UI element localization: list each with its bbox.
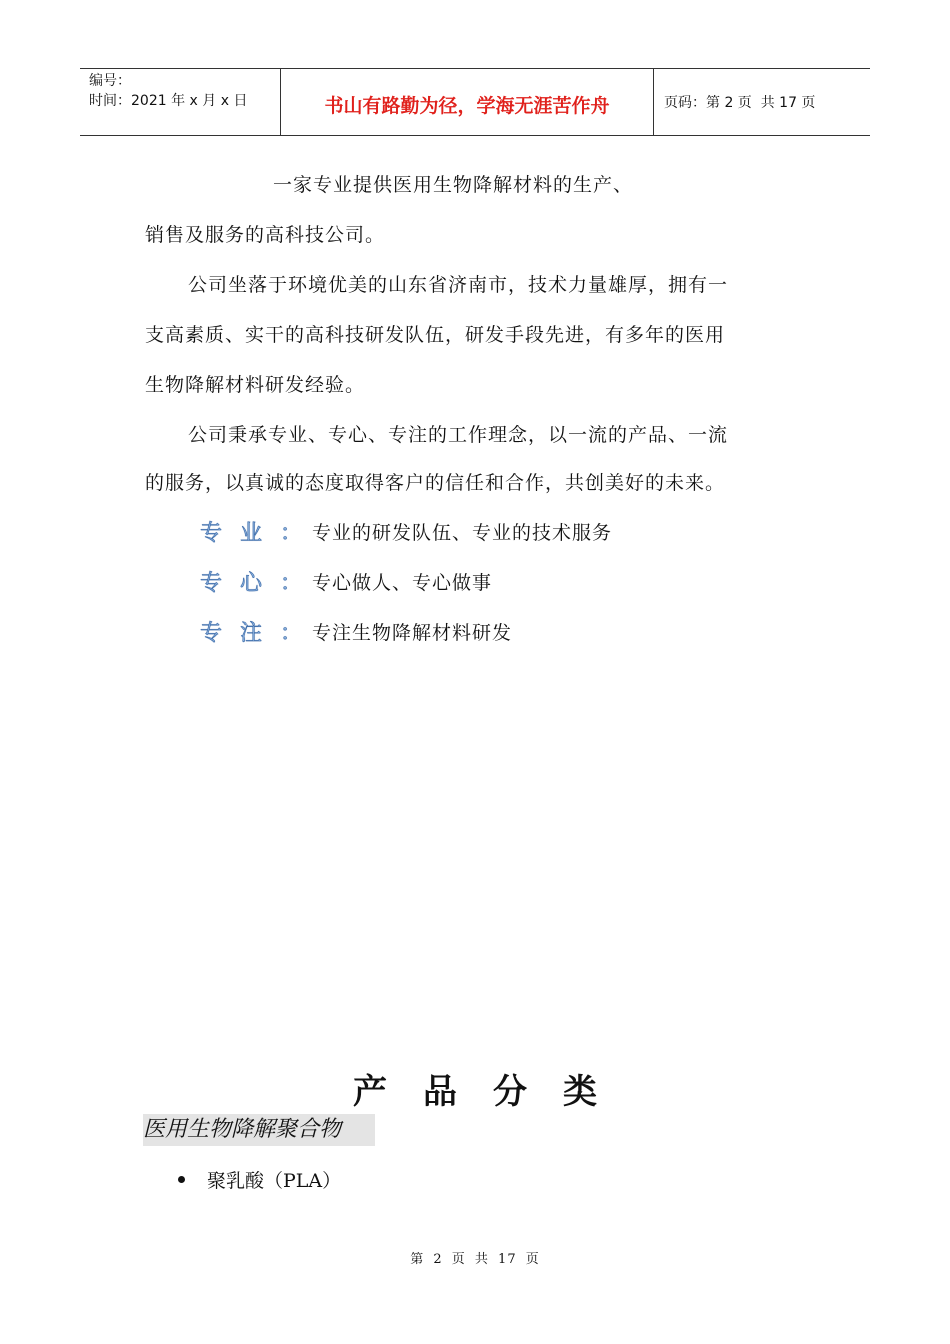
paragraph-line-4: 支高素质、实干的高科技研发队伍，研发手段先进，有多年的医用 — [145, 324, 726, 346]
bullet-icon — [178, 1176, 185, 1183]
subheading-biodegradable-polymers: 医用生物降解聚合物 — [143, 1114, 375, 1146]
header-page-info: 页码：第 2 页 共 17 页 — [664, 95, 816, 111]
motto-row-dedicated — [200, 566, 492, 597]
motto-label-professional: 专业： — [200, 521, 321, 546]
motto-label-focused: 专注： — [200, 621, 321, 646]
paragraph-line-2: 销售及服务的高科技公司。 — [145, 224, 386, 246]
paragraph-line-5: 生物降解材料研发经验。 — [145, 374, 366, 396]
motto-row-professional — [200, 516, 612, 547]
header-meta-cell — [80, 69, 281, 135]
header-number-label: 编号： — [89, 73, 131, 89]
motto-row-focused — [200, 616, 512, 647]
header-motto-cell — [281, 69, 654, 135]
header-motto: 书山有路勤为径，学海无涯苦作舟 — [324, 94, 610, 117]
section-title: 产品分类 — [353, 1072, 633, 1112]
motto-text-professional: 专业的研发队伍、专业的技术服务 — [312, 522, 613, 544]
paragraph-line-1: 一家专业提供医用生物降解材料的生产、 — [273, 174, 634, 196]
motto-label-dedicated: 专心： — [200, 571, 321, 596]
paragraph-line-7: 的服务，以真诚的态度取得客户的信任和合作，共创美好的未来。 — [145, 472, 726, 494]
page-footer: 第 2 页 共 17 页 — [410, 1252, 540, 1267]
header-page-cell — [654, 69, 870, 135]
motto-text-focused: 专注生物降解材料研发 — [312, 622, 513, 644]
list-item — [178, 1166, 341, 1193]
header-time-label: 时间：2021 年 x 月 x 日 — [89, 93, 248, 109]
paragraph-line-6: 公司秉承专业、专心、专注的工作理念，以一流的产品、一流 — [188, 424, 729, 446]
paragraph-line-3: 公司坐落于环境优美的山东省济南市，技术力量雄厚，拥有一 — [188, 274, 729, 296]
motto-text-dedicated: 专心做人、专心做事 — [312, 572, 493, 594]
page-header-table — [80, 68, 870, 136]
list-item-label: 聚乳酸（PLA） — [207, 1170, 342, 1192]
